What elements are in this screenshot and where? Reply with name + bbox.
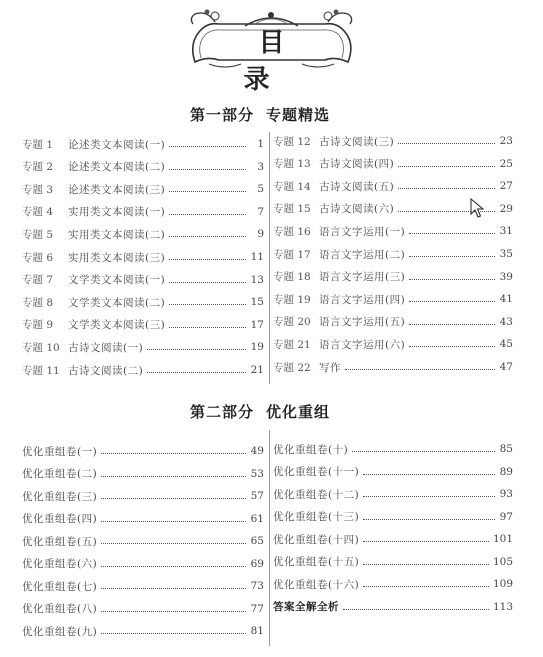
topic-number: 专题 21 xyxy=(273,338,311,351)
page-number: 31 xyxy=(499,225,513,238)
dot-leader xyxy=(363,563,489,565)
dot-leader xyxy=(409,255,495,257)
column-divider-part2 xyxy=(269,430,270,646)
dot-leader xyxy=(101,565,246,567)
page-number: 97 xyxy=(499,510,513,523)
dot-leader xyxy=(169,235,246,237)
dot-leader xyxy=(343,608,489,610)
page-number: 9 xyxy=(257,228,264,241)
dot-leader xyxy=(101,520,246,522)
page-number: 11 xyxy=(250,251,264,263)
dot-leader xyxy=(101,497,246,499)
toc-entry[interactable] xyxy=(22,134,264,154)
toc-entry-label xyxy=(22,579,97,594)
column-divider-part1 xyxy=(269,132,270,384)
toc-entry[interactable] xyxy=(273,154,513,174)
toc-entry-label xyxy=(22,444,97,459)
page-number: 21 xyxy=(250,364,264,376)
toc-entry-label xyxy=(273,360,341,375)
dot-leader xyxy=(101,542,246,544)
page-number: 49 xyxy=(250,445,264,457)
dot-leader xyxy=(101,632,246,634)
dot-leader xyxy=(345,368,495,370)
toc-entry-label xyxy=(22,601,97,616)
toc-entry[interactable] xyxy=(22,315,264,335)
toc-entry[interactable] xyxy=(22,531,264,551)
entry-title: 优化重组卷(十五) xyxy=(273,556,360,568)
page-number: 15 xyxy=(250,296,264,309)
dot-leader xyxy=(409,323,495,325)
toc-entry-label xyxy=(273,442,348,457)
toc-entry[interactable] xyxy=(273,597,513,617)
toc-entry[interactable] xyxy=(22,202,264,222)
topic-number: 专题 7 xyxy=(22,274,54,287)
entry-title: 文学类文本阅读(一) xyxy=(68,274,166,287)
toc-entry[interactable] xyxy=(273,552,513,572)
entry-title: 语言文字运用(三) xyxy=(319,271,406,284)
toc-entry[interactable] xyxy=(22,464,264,484)
dot-leader xyxy=(409,278,495,280)
part2-title: 优化重组 xyxy=(266,403,331,421)
toc-entry[interactable] xyxy=(22,224,264,244)
topic-number: 专题 11 xyxy=(22,364,60,377)
toc-entry[interactable] xyxy=(273,439,513,459)
toc-entry-label xyxy=(22,489,97,504)
topic-number: 专题 5 xyxy=(22,228,54,241)
toc-entry-label xyxy=(273,337,405,352)
page-number: 77 xyxy=(250,602,264,615)
entry-title: 古诗文阅读(一) xyxy=(68,341,144,354)
entry-title: 语言文字运用(六) xyxy=(319,338,406,351)
page-title: 目 录 xyxy=(243,28,315,95)
dot-leader xyxy=(398,142,495,144)
topic-number: 专题 4 xyxy=(22,206,54,219)
page-number: 39 xyxy=(499,270,513,283)
toc-entry-label xyxy=(273,269,405,284)
toc-entry-label xyxy=(273,599,339,614)
toc-entry-label xyxy=(22,363,143,378)
dot-leader xyxy=(398,187,495,189)
page-number: 69 xyxy=(250,557,264,570)
dot-leader xyxy=(409,345,495,347)
toc-entry[interactable] xyxy=(273,334,513,354)
dot-leader xyxy=(147,348,246,350)
toc-entry-label xyxy=(273,134,394,149)
entry-title: 优化重组卷(二) xyxy=(22,468,98,480)
toc-entry[interactable] xyxy=(22,509,264,529)
topic-number: 专题 14 xyxy=(273,180,311,193)
page-number: 29 xyxy=(499,202,513,215)
toc-entry-label xyxy=(22,182,165,197)
page-number: 35 xyxy=(499,248,513,260)
entry-title: 实用类文本阅读(三) xyxy=(68,251,166,264)
topic-number: 专题 12 xyxy=(273,135,311,148)
dot-leader xyxy=(169,281,246,283)
entry-title: 论述类文本阅读(三) xyxy=(68,183,166,196)
dot-leader xyxy=(169,326,246,328)
page-number: 61 xyxy=(250,512,264,525)
dot-leader xyxy=(409,300,495,302)
toc-entry-label xyxy=(22,227,165,242)
toc-entry[interactable] xyxy=(22,360,264,380)
toc-entry-label xyxy=(273,509,359,524)
dot-leader xyxy=(363,518,495,520)
dot-leader xyxy=(363,495,495,497)
part2-label: 第二部分 xyxy=(190,403,255,421)
entry-title: 语言文字运用(五) xyxy=(319,316,406,329)
page-number: 1 xyxy=(257,138,264,150)
toc-entry[interactable] xyxy=(273,131,513,151)
entry-title: 答案全解全析 xyxy=(273,601,339,613)
toc-entry[interactable] xyxy=(22,486,264,506)
toc-entry[interactable] xyxy=(22,247,264,267)
page-number: 3 xyxy=(257,160,264,173)
toc-entry[interactable] xyxy=(22,441,264,461)
entry-title: 语言文字运用(一) xyxy=(319,225,406,238)
page-number: 113 xyxy=(492,600,513,613)
dot-leader xyxy=(398,165,495,167)
page-number: 109 xyxy=(492,578,513,590)
topic-number: 专题 15 xyxy=(273,203,311,216)
dot-leader xyxy=(169,213,246,215)
entry-title: 文学类文本阅读(二) xyxy=(68,296,166,309)
toc-entry[interactable] xyxy=(273,312,513,332)
toc-entry-label xyxy=(22,556,97,571)
topic-number: 专题 8 xyxy=(22,296,54,309)
entry-title: 语言文字运用(四) xyxy=(319,293,406,306)
topic-number: 专题 20 xyxy=(273,316,311,329)
entry-title: 文学类文本阅读(三) xyxy=(68,319,166,332)
page-number: 23 xyxy=(499,135,513,147)
mouse-cursor-icon xyxy=(470,198,484,218)
dot-leader xyxy=(147,371,246,373)
toc-entry-label xyxy=(273,577,359,592)
toc-entry[interactable] xyxy=(273,507,513,527)
page-number: 25 xyxy=(499,157,513,170)
entry-title: 优化重组卷(十) xyxy=(273,443,349,456)
dot-leader xyxy=(169,190,246,192)
entry-title: 古诗文阅读(二) xyxy=(68,364,144,377)
toc-entry-label xyxy=(22,272,165,287)
dot-leader xyxy=(363,473,495,475)
toc-entry[interactable] xyxy=(22,179,264,199)
topic-number: 专题 10 xyxy=(22,341,60,354)
toc-entry-label xyxy=(273,224,405,239)
page-number: 73 xyxy=(250,580,264,592)
toc-entry[interactable] xyxy=(273,267,513,287)
entry-title: 优化重组卷(十一) xyxy=(273,466,360,478)
toc-entry-label xyxy=(22,250,165,265)
toc-entry[interactable] xyxy=(273,529,513,549)
entry-title: 论述类文本阅读(一) xyxy=(68,138,166,151)
page-number: 13 xyxy=(250,273,264,286)
toc-entry[interactable] xyxy=(273,357,513,377)
entry-title: 优化重组卷(六) xyxy=(22,558,98,570)
dot-leader xyxy=(101,610,246,612)
topic-number: 专题 13 xyxy=(273,158,311,171)
toc-entry-label xyxy=(22,137,165,152)
page-number: 47 xyxy=(499,361,513,373)
entry-title: 优化重组卷(四) xyxy=(22,513,98,525)
entry-title: 实用类文本阅读(二) xyxy=(68,228,166,241)
toc-entry[interactable] xyxy=(273,289,513,309)
entry-title: 古诗文阅读(六) xyxy=(319,203,395,216)
dot-leader xyxy=(169,145,246,147)
toc-entry-label xyxy=(22,204,165,219)
topic-number: 专题 1 xyxy=(22,138,54,151)
page-number: 57 xyxy=(250,490,264,502)
topic-number: 专题 19 xyxy=(273,293,311,306)
dot-leader xyxy=(363,540,489,542)
page-number: 45 xyxy=(499,338,513,351)
entry-title: 实用类文本阅读(一) xyxy=(68,206,166,219)
toc-entry[interactable] xyxy=(22,599,264,619)
entry-title: 优化重组卷(三) xyxy=(22,490,98,503)
entry-title: 古诗文阅读(五) xyxy=(319,180,395,193)
entry-title: 优化重组卷(十六) xyxy=(273,578,360,591)
toc-entry-label xyxy=(22,295,165,310)
part1-label: 第一部分 xyxy=(190,106,255,124)
toc-entry-label xyxy=(273,156,394,171)
entry-title: 优化重组卷(十三) xyxy=(273,511,360,523)
page-number: 81 xyxy=(250,625,264,637)
toc-entry[interactable] xyxy=(22,621,264,641)
section-heading-part2 xyxy=(190,401,330,422)
page-number: 89 xyxy=(499,465,513,478)
toc-entry-label xyxy=(273,201,394,216)
toc-entry-label xyxy=(273,247,405,262)
topic-number: 专题 16 xyxy=(273,225,311,238)
page-number: 7 xyxy=(257,205,264,218)
toc-entry-label xyxy=(273,179,394,194)
toc-entry-label xyxy=(22,159,165,174)
toc-entry[interactable] xyxy=(22,292,264,312)
page-number: 43 xyxy=(499,315,513,328)
entry-title: 优化重组卷(九) xyxy=(22,625,98,638)
topic-number: 专题 2 xyxy=(22,161,54,174)
page-number: 105 xyxy=(492,555,513,568)
toc-entry[interactable] xyxy=(273,462,513,482)
toc-entry-label xyxy=(22,317,165,332)
toc-entry-label xyxy=(22,466,97,481)
toc-entry[interactable] xyxy=(22,576,264,596)
toc-entry[interactable] xyxy=(273,176,513,196)
entry-title: 优化重组卷(一) xyxy=(22,445,98,458)
toc-entry-label xyxy=(22,624,97,639)
dot-leader xyxy=(169,258,246,260)
toc-banner xyxy=(185,4,358,95)
toc-entry-label xyxy=(273,554,359,569)
topic-number: 专题 3 xyxy=(22,183,54,196)
part1-title: 专题精选 xyxy=(266,106,331,124)
dot-leader xyxy=(101,475,246,477)
toc-entry-label xyxy=(22,511,97,526)
entry-title: 论述类文本阅读(二) xyxy=(68,161,166,174)
dot-leader xyxy=(169,303,246,305)
page-number: 101 xyxy=(492,533,513,545)
page-number: 17 xyxy=(250,318,264,331)
page-number: 19 xyxy=(250,341,264,354)
topic-number: 专题 22 xyxy=(273,361,311,374)
toc-entry[interactable] xyxy=(273,244,513,264)
entry-title: 优化重组卷(八) xyxy=(22,603,98,615)
page-number: 27 xyxy=(499,180,513,193)
dot-leader xyxy=(363,585,489,587)
toc-entry-label xyxy=(22,534,97,549)
toc-entry[interactable] xyxy=(22,270,264,290)
entry-title: 写作 xyxy=(319,361,341,374)
page-number: 65 xyxy=(250,535,264,547)
dot-leader xyxy=(101,452,246,454)
toc-entry[interactable] xyxy=(273,484,513,504)
entry-title: 语言文字运用(二) xyxy=(319,248,406,261)
toc-entry[interactable] xyxy=(273,574,513,594)
topic-number: 专题 18 xyxy=(273,271,311,284)
page-number: 5 xyxy=(257,183,264,196)
page-number: 93 xyxy=(499,488,513,500)
dot-leader xyxy=(352,450,495,452)
toc-entry[interactable] xyxy=(273,221,513,241)
section-heading-part1 xyxy=(190,104,330,125)
page-number: 53 xyxy=(250,467,264,480)
topic-number: 专题 17 xyxy=(273,248,311,261)
page-number: 85 xyxy=(499,443,513,455)
entry-title: 古诗文阅读(四) xyxy=(319,158,395,171)
dot-leader xyxy=(409,232,495,234)
toc-entry-label xyxy=(273,487,359,502)
dot-leader xyxy=(101,587,246,589)
dot-leader xyxy=(169,168,246,170)
toc-entry-label xyxy=(273,314,405,329)
page-number: 41 xyxy=(499,293,513,306)
entry-title: 优化重组卷(十四) xyxy=(273,533,360,546)
toc-entry[interactable] xyxy=(22,157,264,177)
entry-title: 古诗文阅读(三) xyxy=(319,135,395,148)
toc-entry-label xyxy=(273,532,359,547)
toc-entry-label xyxy=(273,464,359,479)
toc-entry-label xyxy=(273,292,405,307)
toc-entry[interactable] xyxy=(22,554,264,574)
toc-entry[interactable] xyxy=(22,337,264,357)
entry-title: 优化重组卷(七) xyxy=(22,580,98,593)
toc-entry-label xyxy=(22,340,143,355)
entry-title: 优化重组卷(十二) xyxy=(273,488,360,501)
topic-number: 专题 9 xyxy=(22,319,54,332)
entry-title: 优化重组卷(五) xyxy=(22,535,98,548)
topic-number: 专题 6 xyxy=(22,251,54,264)
